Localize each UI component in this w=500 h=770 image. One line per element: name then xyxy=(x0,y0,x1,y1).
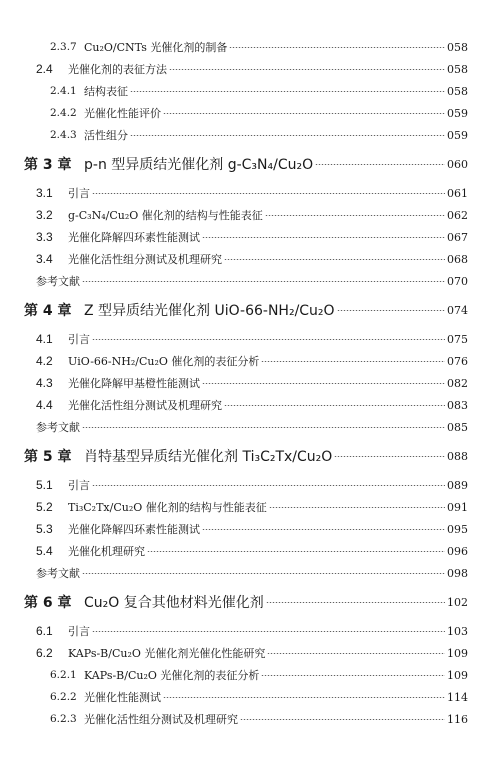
toc-section xyxy=(0,496,500,518)
entry-title: 光催化降解甲基橙性能测试 xyxy=(68,377,200,390)
entry-title: 光催化活性组分测试及机理研究 xyxy=(84,713,238,726)
entry-number: 6.2.3 xyxy=(50,713,77,725)
dot-leader xyxy=(224,259,445,260)
page-number: 060 xyxy=(447,157,468,171)
entry-title: 活性组分 xyxy=(84,129,128,142)
toc-section xyxy=(0,182,500,204)
entry-title: 光催化活性组分测试及机理研究 xyxy=(68,399,222,412)
entry-title: 参考文献 xyxy=(36,567,80,580)
page-number: 109 xyxy=(447,646,468,660)
entry-number: 4.1 xyxy=(36,332,53,346)
page-number: 059 xyxy=(447,128,468,142)
entry-title: 光催化降解四环素性能测试 xyxy=(68,523,200,536)
entry-number: 2.4.3 xyxy=(50,129,77,141)
toc-section xyxy=(0,204,500,226)
page-number: 095 xyxy=(447,522,468,536)
entry-title: p-n 型异质结光催化剂 g-C₃N₄/Cu₂O xyxy=(84,157,314,173)
toc-chapter xyxy=(0,442,500,470)
dot-leader xyxy=(147,551,445,552)
page-number: 098 xyxy=(447,566,468,580)
entry-number: 3.1 xyxy=(36,186,53,200)
toc-chapter xyxy=(0,296,500,324)
entry-title: 光催化机理研究 xyxy=(68,545,145,558)
page-number: 076 xyxy=(447,354,468,368)
page-number: 070 xyxy=(447,274,468,288)
entry-title: 光催化活性组分测试及机理研究 xyxy=(68,253,222,266)
entry-title: 参考文献 xyxy=(36,275,80,288)
page-number: 061 xyxy=(447,186,468,200)
dot-leader xyxy=(202,383,445,384)
page-number: 116 xyxy=(447,712,468,726)
dot-leader xyxy=(82,281,445,282)
dot-leader xyxy=(269,507,445,508)
entry-number: 第 6 章 xyxy=(24,595,72,611)
toc-section xyxy=(0,642,500,664)
entry-number: 2.4.1 xyxy=(50,85,77,97)
dot-leader xyxy=(82,573,445,574)
page-number: 089 xyxy=(447,478,468,492)
dot-leader xyxy=(337,310,445,311)
entry-title: 光催化性能测试 xyxy=(84,691,161,704)
dot-leader xyxy=(92,631,445,632)
page-number: 075 xyxy=(447,332,468,346)
entry-number: 2.4 xyxy=(36,62,53,76)
page-number: 059 xyxy=(447,106,468,120)
entry-title: 光催化剂的表征方法 xyxy=(68,63,167,76)
page-number: 083 xyxy=(447,398,468,412)
dot-leader xyxy=(229,47,445,48)
dot-leader xyxy=(334,456,445,457)
page-number: 088 xyxy=(447,449,468,463)
toc-subsection xyxy=(0,36,500,58)
entry-title: 光催化性能评价 xyxy=(84,107,161,120)
entry-title: 光催化降解四环素性能测试 xyxy=(68,231,200,244)
dot-leader xyxy=(202,529,445,530)
toc-section xyxy=(0,394,500,416)
page-number: 102 xyxy=(447,595,468,609)
toc-references xyxy=(0,562,500,584)
toc-subsection xyxy=(0,664,500,686)
toc-section xyxy=(0,226,500,248)
dot-leader xyxy=(92,339,445,340)
dot-leader xyxy=(92,193,445,194)
page-number: 103 xyxy=(447,624,468,638)
toc-section xyxy=(0,328,500,350)
page-number: 109 xyxy=(447,668,468,682)
page-number: 068 xyxy=(447,252,468,266)
toc-section xyxy=(0,58,500,80)
dot-leader xyxy=(130,91,445,92)
page-number: 082 xyxy=(447,376,468,390)
entry-number: 5.2 xyxy=(36,500,53,514)
entry-number: 6.2.1 xyxy=(50,669,77,681)
page-number: 058 xyxy=(447,62,468,76)
entry-title: 引言 xyxy=(68,479,90,492)
toc-section xyxy=(0,620,500,642)
entry-number: 6.2 xyxy=(36,646,53,660)
entry-title: g-C₃N₄/Cu₂O 催化剂的结构与性能表征 xyxy=(68,209,263,222)
entry-number: 第 3 章 xyxy=(24,157,72,173)
dot-leader xyxy=(202,237,445,238)
page-number: 062 xyxy=(447,208,468,222)
entry-number: 5.3 xyxy=(36,522,53,536)
entry-number: 第 4 章 xyxy=(24,303,72,319)
toc-references xyxy=(0,270,500,292)
entry-title: Z 型异质结光催化剂 UiO-66-NH₂/Cu₂O xyxy=(84,303,335,319)
entry-number: 3.4 xyxy=(36,252,53,266)
dot-leader xyxy=(224,405,445,406)
entry-title: Ti₃C₂Tx/Cu₂O 催化剂的结构与性能表征 xyxy=(68,501,267,514)
entry-title: 结构表征 xyxy=(84,85,128,98)
entry-number: 4.2 xyxy=(36,354,53,368)
page-number: 058 xyxy=(447,40,468,54)
entry-title: 引言 xyxy=(68,187,90,200)
page-number: 074 xyxy=(447,303,468,317)
entry-number: 6.1 xyxy=(36,624,53,638)
entry-title: 参考文献 xyxy=(36,421,80,434)
dot-leader xyxy=(315,164,445,165)
page-number: 067 xyxy=(447,230,468,244)
dot-leader xyxy=(82,427,445,428)
entry-number: 4.3 xyxy=(36,376,53,390)
toc-subsection xyxy=(0,102,500,124)
toc-subsection xyxy=(0,124,500,146)
dot-leader xyxy=(266,602,445,603)
toc-section xyxy=(0,350,500,372)
toc-section xyxy=(0,540,500,562)
entry-number: 6.2.2 xyxy=(50,691,77,703)
entry-title: KAPs-B/Cu₂O 光催化剂光催化性能研究 xyxy=(68,647,266,660)
toc-chapter xyxy=(0,150,500,178)
dot-leader xyxy=(163,697,445,698)
entry-number: 2.4.2 xyxy=(50,107,77,119)
toc-section xyxy=(0,518,500,540)
dot-leader xyxy=(240,719,445,720)
entry-title: KAPs-B/Cu₂O 光催化剂的表征分析 xyxy=(84,669,260,682)
toc-section xyxy=(0,474,500,496)
entry-number: 3.3 xyxy=(36,230,53,244)
entry-number: 3.2 xyxy=(36,208,53,222)
toc-references xyxy=(0,416,500,438)
entry-title: Cu₂O/CNTs 光催化剂的制备 xyxy=(84,41,228,54)
dot-leader xyxy=(92,485,445,486)
page-number: 096 xyxy=(447,544,468,558)
page-number: 058 xyxy=(447,84,468,98)
page-number: 091 xyxy=(447,500,468,514)
dot-leader xyxy=(267,653,445,654)
entry-title: 引言 xyxy=(68,625,90,638)
toc-subsection xyxy=(0,686,500,708)
dot-leader xyxy=(261,675,445,676)
entry-title: Cu₂O 复合其他材料光催化剂 xyxy=(84,595,264,611)
dot-leader xyxy=(130,135,445,136)
entry-number: 4.4 xyxy=(36,398,53,412)
entry-number: 5.1 xyxy=(36,478,53,492)
dot-leader xyxy=(169,69,445,70)
toc-subsection xyxy=(0,708,500,730)
entry-title: 引言 xyxy=(68,333,90,346)
dot-leader xyxy=(265,215,445,216)
toc-section xyxy=(0,372,500,394)
entry-number: 5.4 xyxy=(36,544,53,558)
entry-number: 第 5 章 xyxy=(24,449,72,465)
entry-title: UiO-66-NH₂/Cu₂O 催化剂的表征分析 xyxy=(68,355,260,368)
entry-number: 2.3.7 xyxy=(50,41,77,53)
dot-leader xyxy=(163,113,445,114)
entry-title: 肖特基型异质结光催化剂 Ti₃C₂Tx/Cu₂O xyxy=(84,449,333,465)
dot-leader xyxy=(261,361,445,362)
page-number: 085 xyxy=(447,420,468,434)
toc-section xyxy=(0,248,500,270)
toc-subsection xyxy=(0,80,500,102)
page-number: 114 xyxy=(447,690,468,704)
toc-chapter xyxy=(0,588,500,616)
